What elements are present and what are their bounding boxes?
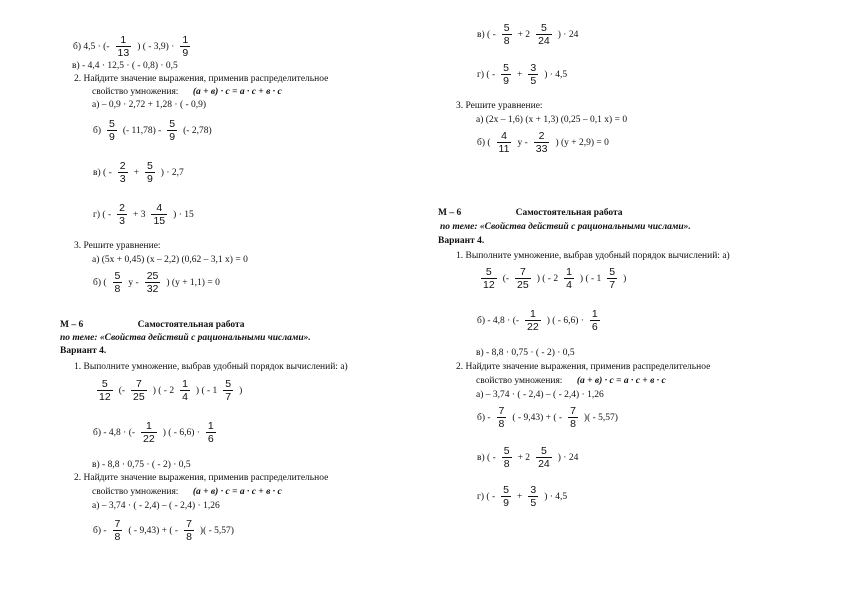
numerator: 5 bbox=[225, 378, 232, 390]
numerator: 5 bbox=[503, 22, 510, 34]
task3-heading: 3. Решите уравнение: bbox=[456, 101, 543, 111]
topic-label: по теме: bbox=[440, 222, 478, 232]
text: у - bbox=[128, 277, 139, 288]
denominator: 13 bbox=[117, 47, 130, 59]
fraction bbox=[536, 22, 552, 47]
text: ) · 24 bbox=[557, 29, 579, 40]
property-formula: (а + в) · с = а · с + в · с bbox=[192, 487, 282, 497]
variant-task2c-expression bbox=[476, 445, 579, 470]
work-title: Самостоятельная работа bbox=[515, 208, 623, 218]
numerator: 7 bbox=[135, 378, 142, 390]
fraction bbox=[118, 160, 128, 185]
text: ) · 4,5 bbox=[544, 69, 568, 80]
denominator: 15 bbox=[153, 215, 166, 227]
variant-task1-heading: 1. Выполните умножение, выбрав удобный порядок вычислений: а) bbox=[456, 251, 730, 261]
text: ) ( - 3,9) · bbox=[137, 41, 175, 52]
topic-title: «Свойства действий с рациональными числами». bbox=[479, 222, 691, 232]
text: ) ( - 6,6) · bbox=[546, 315, 584, 326]
denominator: 8 bbox=[186, 531, 192, 543]
denominator: 5 bbox=[530, 497, 537, 509]
text: б) bbox=[93, 125, 101, 136]
text: + 3 bbox=[132, 209, 146, 220]
numerator: 3 bbox=[530, 484, 537, 496]
numerator: 5 bbox=[503, 445, 510, 457]
fraction bbox=[564, 266, 574, 291]
text: б) - bbox=[93, 525, 107, 536]
text: г) ( - bbox=[477, 491, 496, 502]
numerator: 3 bbox=[530, 62, 537, 74]
numerator: 5 bbox=[109, 118, 115, 130]
property-label: свойство умножения: bbox=[476, 376, 563, 386]
variant-task1a-expression bbox=[476, 266, 627, 291]
text: у - bbox=[517, 137, 528, 148]
denominator: 24 bbox=[538, 458, 550, 470]
numerator: 1 bbox=[207, 420, 214, 432]
text: + 2 bbox=[517, 29, 531, 40]
fraction bbox=[607, 266, 617, 291]
variant-label: Вариант 4. bbox=[438, 236, 485, 246]
variant-task2d-expression bbox=[476, 484, 568, 509]
denominator: 9 bbox=[182, 47, 189, 59]
work-code: М – 6 bbox=[60, 320, 84, 330]
denominator: 3 bbox=[119, 215, 125, 227]
fraction bbox=[515, 266, 531, 291]
numerator: 7 bbox=[114, 518, 121, 530]
variant-task2a: а) – 3,74 · ( - 2,4) – ( - 2,4) · 1,26 bbox=[92, 501, 220, 511]
text: ) ( - 2 bbox=[536, 273, 559, 284]
denominator: 25 bbox=[517, 279, 529, 291]
fraction bbox=[501, 62, 511, 87]
denominator: 24 bbox=[538, 35, 550, 47]
task2-heading: 2. Найдите значение выражения, применив распределительное bbox=[74, 74, 329, 84]
denominator: 12 bbox=[483, 279, 495, 291]
fraction bbox=[141, 420, 157, 445]
numerator: 7 bbox=[570, 405, 576, 417]
property-label: свойство умножения: bbox=[92, 87, 179, 97]
denominator: 8 bbox=[498, 418, 505, 430]
fraction bbox=[131, 378, 147, 403]
text: ) · 2,7 bbox=[160, 167, 184, 178]
text: в) ( - bbox=[93, 167, 112, 178]
variant-task1c: в) - 8,8 · 0,75 · ( - 2) · 0,5 bbox=[92, 460, 191, 470]
text: + bbox=[516, 69, 523, 80]
fraction bbox=[528, 62, 538, 87]
fraction bbox=[167, 118, 177, 143]
text: ) bbox=[623, 273, 627, 284]
variant-task1b-expression bbox=[92, 420, 221, 445]
numerator: 1 bbox=[120, 34, 127, 46]
denominator: 8 bbox=[503, 35, 510, 47]
property-formula: (а + в) · с = а · с + в · с bbox=[192, 87, 282, 97]
text: б) 4,5 · (- bbox=[73, 41, 110, 52]
text: )( - 5,57) bbox=[199, 525, 234, 536]
numerator: 5 bbox=[101, 378, 108, 390]
denominator: 6 bbox=[207, 433, 214, 445]
task2d-expression bbox=[92, 202, 195, 227]
numerator: 1 bbox=[566, 266, 572, 278]
topic-title: «Свойства действий с рациональными числами». bbox=[99, 333, 311, 343]
fraction bbox=[568, 405, 578, 430]
text: г) ( - bbox=[477, 69, 496, 80]
text: ) (у + 2,9) = 0 bbox=[555, 137, 609, 148]
fraction bbox=[145, 270, 161, 295]
variant-task2a: а) – 3,74 · ( - 2,4) – ( - 2,4) · 1,26 bbox=[476, 390, 604, 400]
fraction bbox=[502, 22, 512, 47]
task3a: а) (2х – 1,6) (х + 1,3) (0,25 – 0,1 х) = 0 bbox=[476, 115, 628, 125]
numerator: 1 bbox=[529, 308, 536, 320]
fraction bbox=[481, 266, 497, 291]
fraction bbox=[117, 202, 127, 227]
numerator: 2 bbox=[119, 160, 126, 172]
variant-label: Вариант 4. bbox=[60, 346, 107, 356]
task1b-expression bbox=[72, 34, 195, 59]
work-title: Самостоятельная работа bbox=[137, 320, 245, 330]
task2a: а) – 0,9 · 2,72 + 1,28 · ( - 0,9) bbox=[92, 100, 207, 110]
numerator: 7 bbox=[498, 405, 505, 417]
text: ) ( - 1 bbox=[195, 385, 218, 396]
numerator: 1 bbox=[145, 420, 152, 432]
fraction bbox=[107, 118, 117, 143]
numerator: 5 bbox=[169, 118, 176, 130]
denominator: 12 bbox=[99, 391, 111, 403]
fraction bbox=[180, 378, 190, 403]
numerator: 5 bbox=[503, 62, 509, 74]
fraction bbox=[590, 308, 600, 333]
variant-task1-heading: 1. Выполните умножение, выбрав удобный порядок вычислений: а) bbox=[74, 362, 348, 372]
fraction bbox=[151, 202, 167, 227]
numerator: 5 bbox=[609, 266, 616, 278]
denominator: 4 bbox=[566, 279, 572, 291]
numerator: 5 bbox=[114, 270, 121, 282]
task3a: а) (5х + 0,45) (х – 2,2) (0,62 – 3,1 х) = 0 bbox=[92, 255, 248, 265]
numerator: 1 bbox=[182, 378, 188, 390]
numerator: 5 bbox=[540, 22, 547, 34]
fraction bbox=[184, 518, 194, 543]
fraction bbox=[536, 445, 552, 470]
numerator: 4 bbox=[156, 202, 163, 214]
topic-label: по теме: bbox=[60, 333, 98, 343]
text: (- 11,78) - bbox=[122, 125, 162, 136]
fraction bbox=[502, 445, 512, 470]
numerator: 1 bbox=[182, 34, 189, 46]
numerator: 5 bbox=[146, 160, 153, 172]
task3b-expression bbox=[476, 130, 610, 155]
variant-task2b-expression bbox=[92, 518, 235, 543]
variant-task2b-expression bbox=[476, 405, 619, 430]
distributive-property bbox=[92, 86, 282, 98]
numerator: 7 bbox=[519, 266, 526, 278]
variant-task2-heading: 2. Найдите значение выражения, применив распределительное bbox=[74, 473, 329, 483]
variant-distributive-property bbox=[92, 486, 282, 498]
fraction bbox=[113, 518, 123, 543]
denominator: 9 bbox=[146, 173, 153, 185]
text: б) ( bbox=[477, 137, 491, 148]
text: ) · 4,5 bbox=[544, 491, 568, 502]
text: ) · 24 bbox=[557, 452, 579, 463]
denominator: 8 bbox=[114, 283, 121, 295]
text: ) (у + 1,1) = 0 bbox=[166, 277, 220, 288]
denominator: 9 bbox=[503, 75, 509, 87]
property-label: свойство умножения: bbox=[92, 487, 179, 497]
text: ) ( - 2 bbox=[152, 385, 175, 396]
text: (- bbox=[502, 273, 510, 284]
denominator: 9 bbox=[169, 131, 176, 143]
task3b-expression bbox=[92, 270, 221, 295]
text: (- 2,78) bbox=[183, 125, 212, 136]
denominator: 25 bbox=[133, 391, 145, 403]
numerator: 2 bbox=[119, 202, 125, 214]
fraction bbox=[145, 160, 155, 185]
text: в) ( - bbox=[477, 452, 496, 463]
right-column bbox=[438, 0, 818, 595]
fraction bbox=[501, 484, 511, 509]
work-topic bbox=[60, 332, 311, 344]
text: + bbox=[516, 491, 523, 502]
text: г) ( - bbox=[93, 209, 112, 220]
property-formula: (а + в) · с = а · с + в · с bbox=[576, 376, 666, 386]
fraction bbox=[116, 34, 132, 59]
fraction bbox=[113, 270, 123, 295]
denominator: 11 bbox=[498, 143, 510, 155]
task2c-expression bbox=[92, 160, 185, 185]
work-topic bbox=[440, 221, 691, 233]
denominator: 22 bbox=[143, 433, 155, 445]
fraction bbox=[497, 130, 512, 155]
fraction bbox=[497, 405, 507, 430]
numerator: 5 bbox=[540, 445, 547, 457]
task2c-expression bbox=[476, 22, 579, 47]
text: (- bbox=[118, 385, 126, 396]
denominator: 8 bbox=[114, 531, 121, 543]
text: ) ( - 1 bbox=[579, 273, 602, 284]
numerator: 25 bbox=[146, 270, 159, 282]
denominator: 4 bbox=[182, 391, 188, 403]
numerator: 5 bbox=[485, 266, 492, 278]
denominator: 9 bbox=[503, 497, 509, 509]
numerator: 4 bbox=[501, 130, 507, 142]
work-header bbox=[438, 207, 623, 219]
denominator: 5 bbox=[530, 75, 537, 87]
text: + bbox=[133, 167, 139, 178]
work-header bbox=[60, 319, 245, 331]
denominator: 32 bbox=[146, 283, 159, 295]
denominator: 7 bbox=[225, 391, 232, 403]
variant-task1a-expression bbox=[92, 378, 243, 403]
variant-distributive-property bbox=[476, 375, 666, 387]
fraction bbox=[223, 378, 233, 403]
denominator: 6 bbox=[591, 321, 598, 333]
task2d-expression bbox=[476, 62, 568, 87]
denominator: 22 bbox=[527, 321, 539, 333]
fraction bbox=[525, 308, 541, 333]
text: б) - bbox=[477, 412, 491, 423]
denominator: 9 bbox=[109, 131, 115, 143]
task1c: в) - 4,4 · 12,5 · ( - 0,8) · 0,5 bbox=[72, 61, 178, 71]
numerator: 2 bbox=[538, 130, 545, 142]
task2b-expression bbox=[92, 118, 213, 143]
numerator: 5 bbox=[503, 484, 509, 496]
text: ) bbox=[239, 385, 243, 396]
text: в) ( - bbox=[477, 29, 496, 40]
fraction bbox=[180, 34, 190, 59]
text: б) - 4,8 · (- bbox=[477, 315, 520, 326]
text: б) ( bbox=[93, 277, 107, 288]
denominator: 3 bbox=[119, 173, 126, 185]
numerator: 1 bbox=[591, 308, 598, 320]
fraction bbox=[206, 420, 216, 445]
numerator: 7 bbox=[186, 518, 192, 530]
text: )( - 5,57) bbox=[583, 412, 618, 423]
variant-task2-heading: 2. Найдите значение выражения, применив распределительное bbox=[456, 362, 711, 372]
text: + 2 bbox=[517, 452, 531, 463]
text: ) · 15 bbox=[173, 209, 194, 220]
variant-task1b-expression bbox=[476, 308, 605, 333]
fraction bbox=[528, 484, 538, 509]
fraction bbox=[534, 130, 550, 155]
denominator: 7 bbox=[609, 279, 616, 291]
text: б) - 4,8 · (- bbox=[93, 427, 136, 438]
work-code: М – 6 bbox=[438, 208, 462, 218]
denominator: 33 bbox=[535, 143, 548, 155]
text: ( - 9,43) + ( - bbox=[128, 525, 179, 536]
text: ( - 9,43) + ( - bbox=[512, 412, 563, 423]
task3-heading: 3. Решите уравнение: bbox=[74, 241, 161, 251]
denominator: 8 bbox=[570, 418, 576, 430]
variant-task1c: в) - 8,8 · 0,75 · ( - 2) · 0,5 bbox=[476, 348, 575, 358]
denominator: 8 bbox=[503, 458, 510, 470]
text: ) ( - 6,6) · bbox=[162, 427, 200, 438]
left-column bbox=[60, 0, 440, 595]
fraction bbox=[97, 378, 113, 403]
